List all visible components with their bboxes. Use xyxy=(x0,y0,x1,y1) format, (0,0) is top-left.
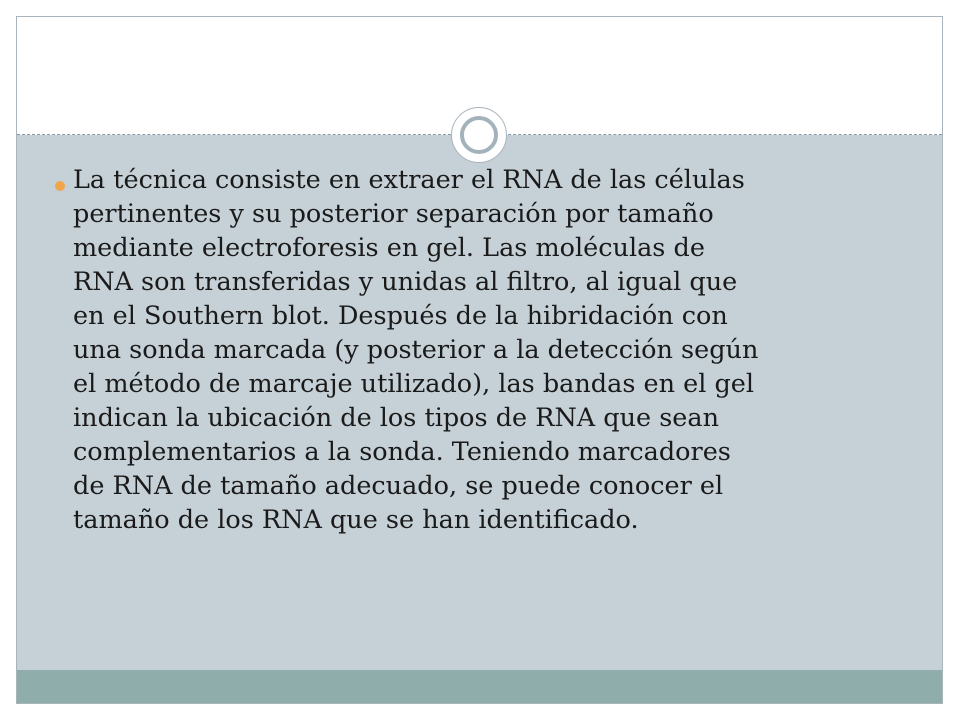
bullet-line-5: en el Southern blot. Después de la hibridación con xyxy=(73,301,728,331)
bullet-line-1: La técnica consiste en extraer el RNA de las células xyxy=(73,165,745,195)
bullet-list xyxy=(55,163,925,537)
bullet-line-2: pertinentes y su posterior separación por tamaño xyxy=(73,199,714,229)
bullet-line-6: una sonda marcada (y posterior a la detección según xyxy=(73,335,759,365)
bullet-line-4: RNA son transferidas y unidas al filtro, al igual que xyxy=(73,267,738,297)
circle-ring-icon xyxy=(451,107,507,163)
footer-band xyxy=(17,670,942,704)
inner-ring xyxy=(460,116,498,154)
slide xyxy=(16,16,943,704)
bullet-line-3: mediante electroforesis en gel. Las moléculas de xyxy=(73,233,705,263)
bullet-line-9: complementarios a la sonda. Teniendo marcadores xyxy=(73,437,731,467)
bullet-line-11: tamaño de los RNA que se han identificado. xyxy=(73,505,639,535)
bullet-line-7: el método de marcaje utilizado), las bandas en el gel xyxy=(73,369,755,399)
bullet-line-10: de RNA de tamaño adecuado, se puede conocer el xyxy=(73,471,724,501)
bullet-item xyxy=(55,163,925,537)
bullet-dot-icon xyxy=(55,181,65,191)
bullet-line-8: indican la ubicación de los tipos de RNA que sean xyxy=(73,403,720,433)
